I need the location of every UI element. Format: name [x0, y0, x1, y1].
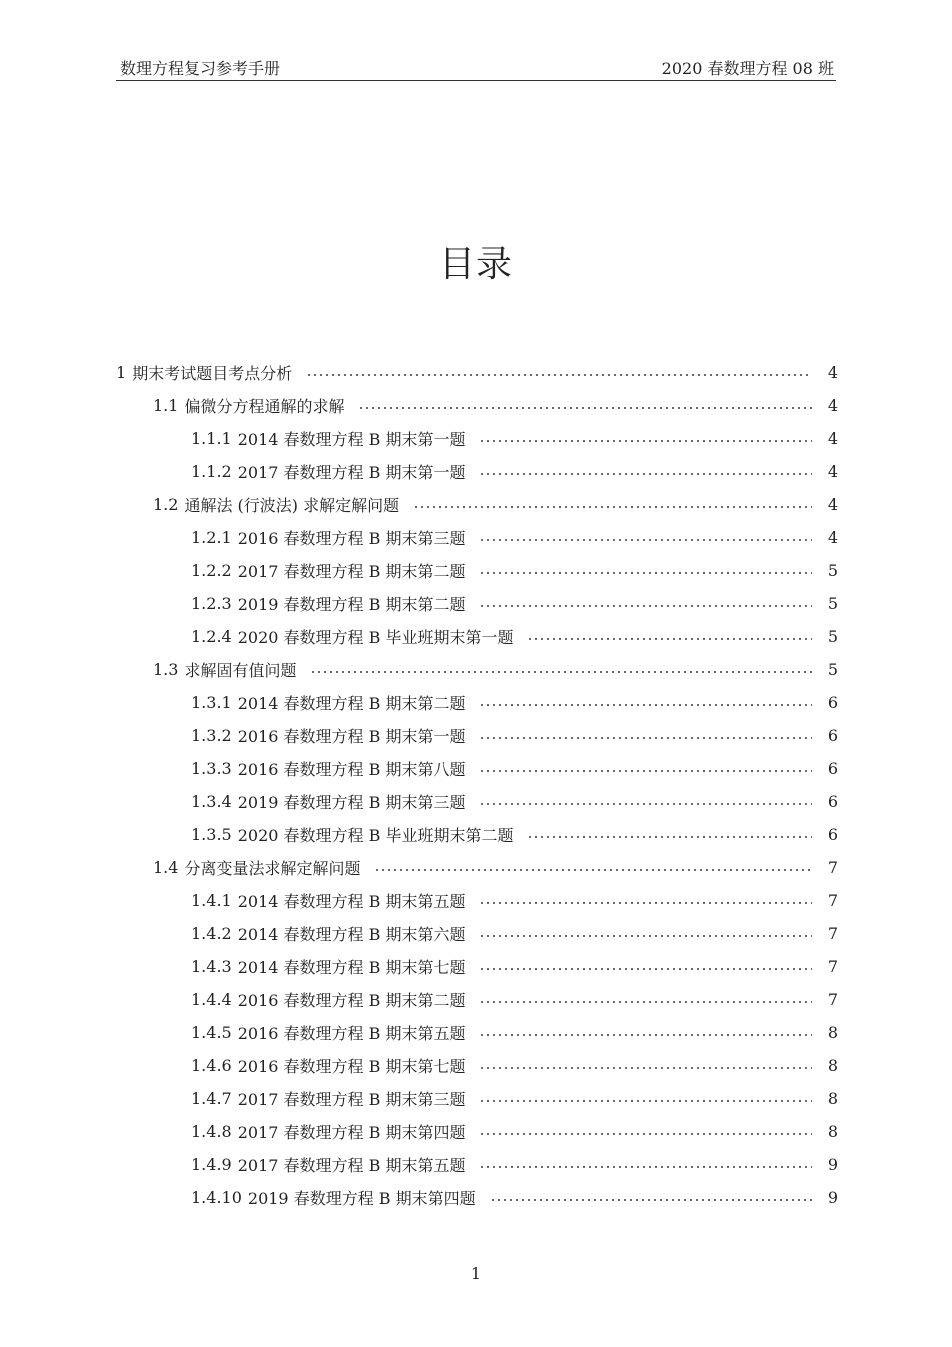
dot-leader: [310, 665, 812, 679]
toc-entry-title: 2016 春数理方程 B 期末第二题: [237, 991, 466, 1010]
toc-entry-number: 1.2.2: [191, 561, 232, 580]
toc-entry-page: 9: [827, 1155, 838, 1174]
toc-entry-number: 1.4.5: [191, 1023, 232, 1042]
toc-entry-title: 2020 春数理方程 B 毕业班期末第一题: [237, 628, 514, 647]
toc-entry-number: 1.3.5: [191, 825, 232, 844]
dot-leader: [306, 368, 812, 382]
page-title: 目录: [438, 244, 513, 285]
toc-entry-page: 5: [827, 561, 838, 580]
dot-leader: [479, 731, 812, 745]
toc-entry-title: 2019 春数理方程 B 期末第三题: [237, 793, 466, 812]
dot-leader: [479, 1160, 812, 1174]
toc-entry-number: 1.4.8: [191, 1122, 232, 1141]
toc-entry-title: 2017 春数理方程 B 期末第一题: [237, 463, 466, 482]
toc-entry[interactable]: [116, 785, 838, 818]
toc-entry-page: 7: [827, 858, 838, 877]
toc-entry[interactable]: [116, 983, 838, 1016]
toc-entry-number: 1.3.3: [191, 759, 232, 778]
dot-leader: [479, 1028, 812, 1042]
toc-entry-number: 1.2.3: [191, 594, 232, 613]
toc-entry-number: 1.1.2: [191, 462, 232, 481]
toc-entry-number: 1.4.9: [191, 1155, 232, 1174]
toc-entry-page: 8: [827, 1089, 838, 1108]
toc-entry-page: 4: [827, 396, 838, 415]
toc-entry[interactable]: [116, 653, 838, 686]
toc-entry-number: 1.4: [153, 858, 179, 877]
toc-entry-number: 1.3.1: [191, 693, 232, 712]
toc-entry-number: 1.3.4: [191, 792, 232, 811]
toc-entry-title: 2016 春数理方程 B 期末第八题: [237, 760, 466, 779]
toc-entry-page: 7: [827, 924, 838, 943]
toc-entry-title: 期末考试题目考点分析: [132, 364, 293, 383]
dot-leader: [479, 533, 812, 547]
dot-leader: [479, 896, 812, 910]
toc-entry-page: 8: [827, 1023, 838, 1042]
toc-entry-number: 1.4.3: [191, 957, 232, 976]
toc-entry[interactable]: [116, 1181, 838, 1214]
toc-entry-page: 7: [827, 891, 838, 910]
toc-entry[interactable]: [116, 455, 838, 488]
toc-entry-title: 2014 春数理方程 B 期末第二题: [237, 694, 466, 713]
dot-leader: [358, 401, 812, 415]
toc-entry-page: 8: [827, 1056, 838, 1075]
header-left-title: 数理方程复习参考手册: [120, 59, 281, 78]
dot-leader: [527, 632, 812, 646]
dot-leader: [479, 467, 812, 481]
toc-entry-page: 7: [827, 990, 838, 1009]
dot-leader: [479, 1094, 812, 1108]
toc-entry-page: 6: [827, 825, 838, 844]
toc-entry-page: 6: [827, 726, 838, 745]
toc-entry-title: 2014 春数理方程 B 期末第五题: [237, 892, 466, 911]
running-header: [116, 50, 836, 81]
toc-entry[interactable]: [116, 917, 838, 950]
toc-entry-number: 1.1: [153, 396, 179, 415]
toc-entry-title: 2014 春数理方程 B 期末第七题: [237, 958, 466, 977]
toc-entry-title: 2016 春数理方程 B 期末第五题: [237, 1024, 466, 1043]
toc-entry[interactable]: [116, 818, 838, 851]
toc-entry[interactable]: [116, 488, 838, 521]
dot-leader: [479, 995, 812, 1009]
toc-entry-number: 1.4.2: [191, 924, 232, 943]
toc-entry-number: 1.2.1: [191, 528, 232, 547]
toc-entry-title: 2016 春数理方程 B 期末第三题: [237, 529, 466, 548]
dot-leader: [479, 566, 812, 580]
dot-leader: [374, 863, 812, 877]
toc-entry-title: 2019 春数理方程 B 期末第二题: [237, 595, 466, 614]
toc-entry-title: 求解固有值问题: [184, 661, 297, 680]
dot-leader: [479, 599, 812, 613]
toc-entry-title: 2017 春数理方程 B 期末第五题: [237, 1156, 466, 1175]
toc-entry[interactable]: [116, 587, 838, 620]
toc-entry-page: 4: [827, 363, 838, 382]
toc-entry[interactable]: [116, 356, 838, 389]
dot-leader: [479, 929, 812, 943]
dot-leader: [490, 1193, 812, 1207]
dot-leader: [479, 797, 812, 811]
toc-entry[interactable]: [116, 554, 838, 587]
toc-entry-page: 6: [827, 759, 838, 778]
toc-entry-title: 2014 春数理方程 B 期末第一题: [237, 430, 466, 449]
toc-entry-number: 1.1.1: [191, 429, 232, 448]
toc-entry-number: 1.2: [153, 495, 179, 514]
toc-entry-page: 4: [827, 429, 838, 448]
toc-entry[interactable]: [116, 521, 838, 554]
toc-entry[interactable]: [116, 950, 838, 983]
toc-entry-page: 6: [827, 693, 838, 712]
toc-entry[interactable]: [116, 422, 838, 455]
dot-leader: [479, 764, 812, 778]
toc-entry-number: 1.4.10: [191, 1188, 242, 1207]
toc-entry[interactable]: [116, 1148, 838, 1181]
toc-entry-page: 4: [827, 528, 838, 547]
toc-entry[interactable]: [116, 620, 838, 653]
toc-entry-title: 2014 春数理方程 B 期末第六题: [237, 925, 466, 944]
toc-entry-title: 2017 春数理方程 B 期末第二题: [237, 562, 466, 581]
toc-entry[interactable]: [116, 1016, 838, 1049]
toc-entry[interactable]: [116, 1115, 838, 1148]
toc-entry-page: 9: [827, 1188, 838, 1207]
toc-entry[interactable]: [116, 752, 838, 785]
toc-entry-number: 1.3.2: [191, 726, 232, 745]
toc-entry-number: 1.4.6: [191, 1056, 232, 1075]
dot-leader: [479, 1061, 812, 1075]
toc-entry-title: 2020 春数理方程 B 毕业班期末第二题: [237, 826, 514, 845]
toc-entry-number: 1: [116, 363, 127, 382]
toc-entry-title: 偏微分方程通解的求解: [184, 397, 345, 416]
toc-entry-title: 2017 春数理方程 B 期末第四题: [237, 1123, 466, 1142]
dot-leader: [479, 962, 812, 976]
toc-entry-title: 2017 春数理方程 B 期末第三题: [237, 1090, 466, 1109]
toc-entry-page: 5: [827, 660, 838, 679]
dot-leader: [479, 1127, 812, 1141]
toc-entry-title: 通解法 (行波法) 求解定解问题: [184, 496, 400, 515]
toc-entry-title: 2016 春数理方程 B 期末第一题: [237, 727, 466, 746]
toc-entry-title: 分离变量法求解定解问题: [184, 859, 361, 878]
toc-entry[interactable]: [116, 719, 838, 752]
table-of-contents: [116, 356, 838, 1214]
toc-entry-number: 1.4.4: [191, 990, 232, 1009]
toc-entry[interactable]: [116, 686, 838, 719]
toc-entry-page: 6: [827, 792, 838, 811]
toc-entry-page: 4: [827, 462, 838, 481]
toc-entry-page: 5: [827, 627, 838, 646]
toc-entry[interactable]: [116, 389, 838, 422]
toc-entry-title: 2019 春数理方程 B 期末第四题: [247, 1189, 476, 1208]
toc-entry[interactable]: [116, 1049, 838, 1082]
toc-entry-page: 7: [827, 957, 838, 976]
toc-entry-number: 1.2.4: [191, 627, 232, 646]
toc-entry[interactable]: [116, 851, 838, 884]
page-number: 1: [470, 1264, 482, 1283]
toc-entry-number: 1.4.7: [191, 1089, 232, 1108]
toc-entry-title: 2016 春数理方程 B 期末第七题: [237, 1057, 466, 1076]
dot-leader: [413, 500, 812, 514]
toc-entry-number: 1.4.1: [191, 891, 232, 910]
dot-leader: [479, 698, 812, 712]
toc-entry[interactable]: [116, 1082, 838, 1115]
toc-entry-page: 5: [827, 594, 838, 613]
toc-entry-page: 8: [827, 1122, 838, 1141]
toc-entry[interactable]: [116, 884, 838, 917]
dot-leader: [479, 434, 812, 448]
toc-entry-page: 4: [827, 495, 838, 514]
header-right-class: 2020 春数理方程 08 班: [661, 59, 834, 78]
dot-leader: [527, 830, 812, 844]
toc-entry-number: 1.3: [153, 660, 179, 679]
